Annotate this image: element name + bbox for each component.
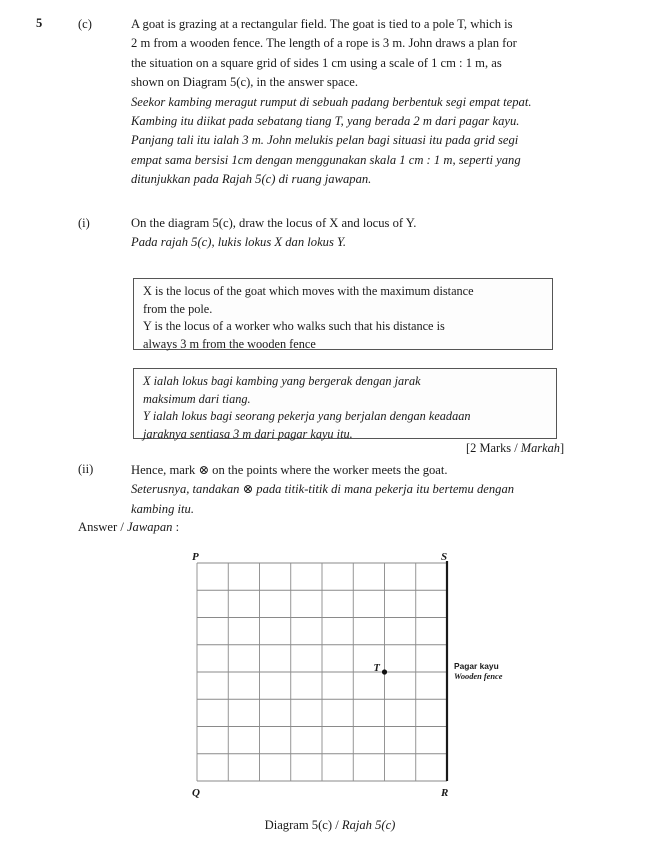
stem-en-line-4: shown on Diagram 5(c), in the answer space. (131, 75, 358, 90)
part-i-text-ms: Pada rajah 5(c), lukis lokus X dan lokus Y. (131, 235, 347, 250)
marks-word-ms: Markah (520, 441, 560, 455)
stem-ms-line-2: Kambing itu diikat pada sebatang tiang T, yang berada 2 m dari pagar kayu. (131, 114, 520, 129)
part-i-text-en: On the diagram 5(c), draw the locus of X and locus of Y. (131, 216, 417, 230)
answer-label-en: Answer / (78, 520, 127, 534)
stem-en-line-3: the situation on a square grid of sides 1 cm using a scale of 1 cm : 1 m, as (131, 55, 502, 70)
caption-en: Diagram 5(c) / (264, 818, 342, 832)
part-ii-text-ms-line-1: Seterusnya, tandakan ⊗ pada titik-titik di mana pekerja itu bertemu dengan (131, 482, 515, 497)
corner-label-p: P (192, 551, 199, 563)
part-ii-instruction (131, 461, 581, 519)
grid-lines (197, 563, 447, 781)
locus-definition-box-ms (133, 368, 557, 439)
pole-point-marker (382, 669, 387, 674)
box-ms-line-1: X ialah lokus bagi kambing yang bergerak dengan jarak (143, 374, 421, 388)
stem-ms-line-4: empat sama bersisi 1cm dengan menggunakan skala 1 cm : 1 m, seperti yang (131, 152, 521, 167)
stem-ms-line-3: Panjang tali itu ialah 3 m. John melukis pelan bagi situasi itu pada grid segi (131, 133, 519, 148)
question-part-label: (c) (78, 17, 92, 31)
part-ii-label: (ii) (78, 462, 94, 476)
stem-ms-line-5: ditunjukkan pada Rajah 5(c) di ruang jawapan. (131, 172, 372, 187)
stem-ms-line-1: Seekor kambing meragut rumput di sebuah padang berbentuk segi empat tepat. (131, 94, 532, 109)
caption-ms: Rajah 5(c) (341, 818, 396, 832)
locus-definition-box-en (133, 278, 553, 350)
corner-label-q: Q (192, 787, 200, 799)
box-ms-line-4: jaraknya sentiasa 3 m dari pagar kayu itu. (143, 426, 353, 441)
stem-en-line-1: A goat is grazing at a rectangular field. The goat is tied to a pole T, which is (131, 17, 513, 31)
marks-close: ] (559, 441, 565, 455)
marks-word-en: Marks / (476, 441, 521, 455)
box-ms-line-2: maksimum dari tiang. (143, 391, 251, 406)
part-i-label: (i) (78, 216, 90, 230)
part-ii-text-en: Hence, mark ⊗ on the points where the worker meets the goat. (131, 463, 448, 477)
corner-label-s: S (441, 551, 448, 563)
marks-open: [ (466, 441, 471, 455)
fence-label-en: Wooden fence (454, 672, 503, 681)
answer-label-colon: : (172, 520, 180, 534)
diagram-caption (0, 818, 660, 833)
question-stem (131, 15, 567, 190)
box-ms-line-3: Y ialah lokus bagi seorang pekerja yang berjalan dengan keadaan (143, 409, 471, 424)
corner-label-r: R (441, 787, 449, 799)
marks-allocation (466, 441, 564, 456)
box-en-line-4: always 3 m from the wooden fence (143, 336, 316, 351)
question-number: 5 (36, 16, 43, 30)
pole-label: T (373, 663, 380, 674)
answer-label-ms: Jawapan (126, 520, 173, 534)
fence-label-ms: Pagar kayu (454, 661, 499, 671)
part-i-instruction (131, 214, 567, 253)
marks-count: 2 (470, 441, 477, 455)
stem-en-line-2: 2 m from a wooden fence. The length of a rope is 3 m. John draws a plan for (131, 36, 517, 51)
locus-grid-svg[interactable] (186, 551, 503, 802)
box-en-line-1: X is the locus of the goat which moves with the maximum distance (143, 284, 474, 298)
answer-space-label (78, 520, 179, 535)
answer-space-diagram[interactable] (186, 551, 503, 802)
box-en-line-3: Y is the locus of a worker who walks such that his distance is (143, 319, 445, 334)
box-en-line-2: from the pole. (143, 301, 213, 316)
part-ii-text-ms-line-2: kambing itu. (131, 501, 194, 516)
